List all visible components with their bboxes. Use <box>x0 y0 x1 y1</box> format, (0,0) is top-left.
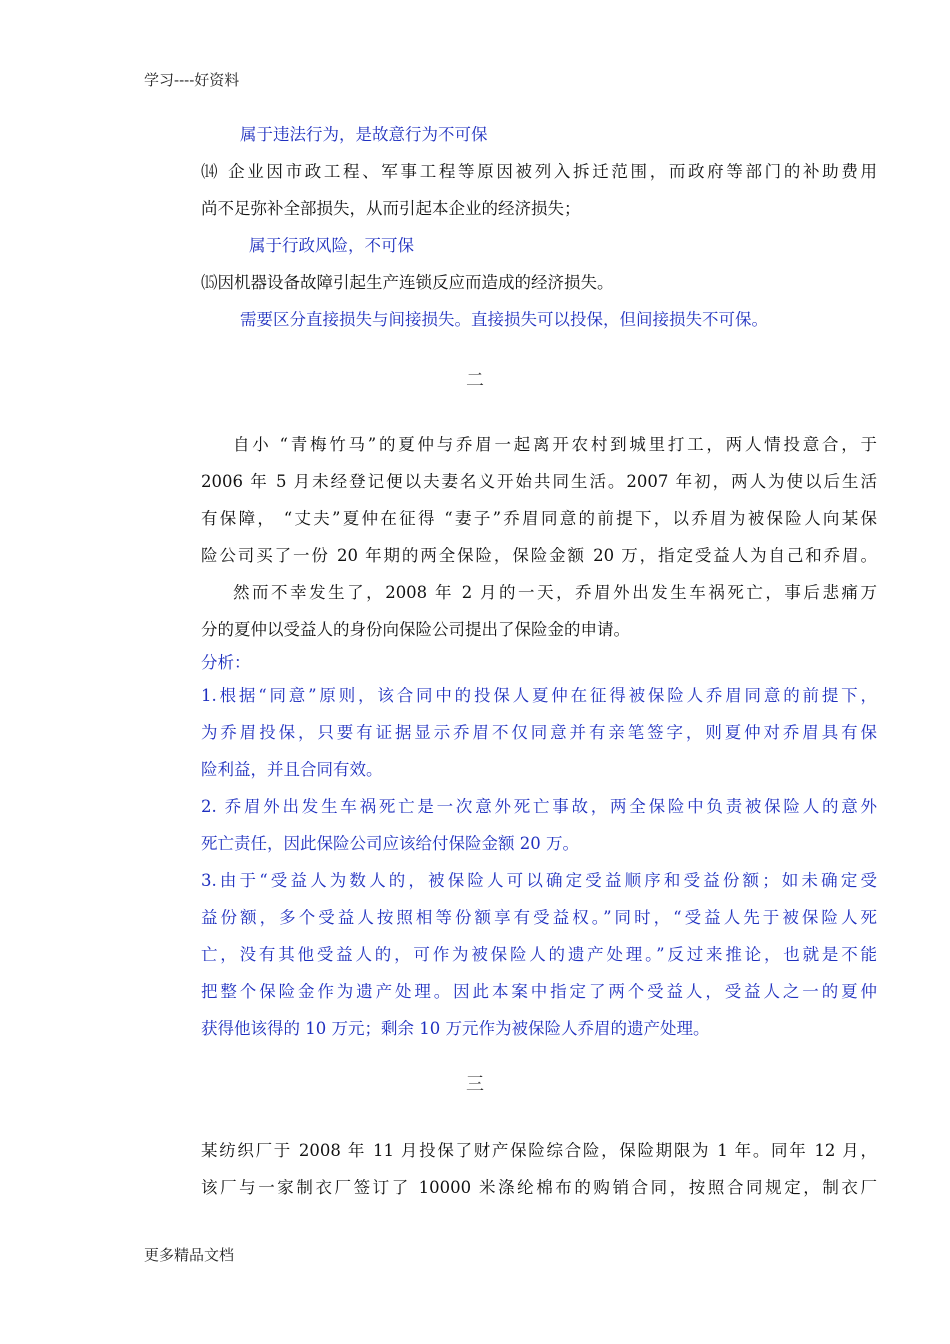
analysis-line: 益份额，多个受益人按照相等份额享有受益权。”同时，“受益人先于被保险人死 <box>201 908 877 927</box>
page-footer: 更多精品文档 <box>144 1246 235 1264</box>
question-15: ⒂因机器设备故障引起生产连锁反应而造成的经济损失。 <box>201 273 614 292</box>
analysis-title: 分析： <box>201 653 251 672</box>
analysis-line: 亡，没有其他受益人的，可作为被保险人的遗产处理。”反过来推论，也就是不能 <box>201 945 877 964</box>
section-1 <box>201 116 877 338</box>
question-14-line-1: ⒁ 企业因市政工程、军事工程等原因被列入拆迁范围，而政府等部门的补助费用 <box>201 162 877 181</box>
answer-15: 需要区分直接损失与间接损失。直接损失可以投保，但间接损失不可保。 <box>240 310 768 329</box>
case-3-line: 该厂与一家制衣厂签订了 10000 米涤纶棉布的购销合同，按照合同规定，制衣厂 <box>201 1178 877 1197</box>
case-2-line: 然而不幸发生了，2008 年 2 月的一天，乔眉外出发生车祸死亡，事后悲痛万 <box>233 583 877 602</box>
case-2-line: 2006 年 5 月未经登记便以夫妻名义开始共同生活。2007 年初，两人为使以后生活 <box>201 472 877 491</box>
section-2-heading: 二 <box>466 370 484 391</box>
section-2 <box>201 426 877 1047</box>
case-3-line: 某纺织厂于 2008 年 11 月投保了财产保险综合险，保险期限为 1 年。同年 12 月， <box>201 1141 877 1160</box>
section-3 <box>201 1132 877 1206</box>
case-2-line: 分的夏仲以受益人的身份向保险公司提出了保险金的申请。 <box>201 620 630 639</box>
analysis-line: 1.根据“同意”原则，该合同中的投保人夏仲在征得被保险人乔眉同意的前提下， <box>201 686 877 705</box>
section-3-heading: 三 <box>466 1074 484 1095</box>
analysis-line: 3.由于“受益人为数人的，被保险人可以确定受益顺序和受益份额；如未确定受 <box>201 871 877 890</box>
analysis-line: 死亡责任，因此保险公司应该给付保险金额 20 万。 <box>201 834 579 853</box>
analysis-line: 把整个保险金作为遗产处理。因此本案中指定了两个受益人，受益人之一的夏仲 <box>201 982 877 1001</box>
answer-14: 属于行政风险，不可保 <box>249 236 414 255</box>
case-2-line: 自小 “青梅竹马”的夏仲与乔眉一起离开农村到城里打工，两人情投意合，于 <box>233 435 877 454</box>
analysis-line: 获得他该得的 10 万元；剩余 10 万元作为被保险人乔眉的遗产处理。 <box>201 1019 710 1038</box>
case-2-line: 有保障， “丈夫”夏仲在征得 “妻子”乔眉同意的前提下，以乔眉为被保险人向某保 <box>201 509 877 528</box>
page-header: 学习----好资料 <box>144 71 240 89</box>
analysis-line: 2. 乔眉外出发生车祸死亡是一次意外死亡事故，两全保险中负责被保险人的意外 <box>201 797 877 816</box>
analysis-line: 为乔眉投保，只要有证据显示乔眉不仅同意并有亲笔签字，则夏仲对乔眉具有保 <box>201 723 877 742</box>
case-2-line: 险公司买了一份 20 年期的两全保险，保险金额 20 万，指定受益人为自己和乔眉。 <box>201 546 877 565</box>
answer-13: 属于违法行为，是故意行为不可保 <box>240 125 488 144</box>
analysis-line: 险利益，并且合同有效。 <box>201 760 383 779</box>
question-14-line-2: 尚不足弥补全部损失，从而引起本企业的经济损失； <box>201 199 581 218</box>
